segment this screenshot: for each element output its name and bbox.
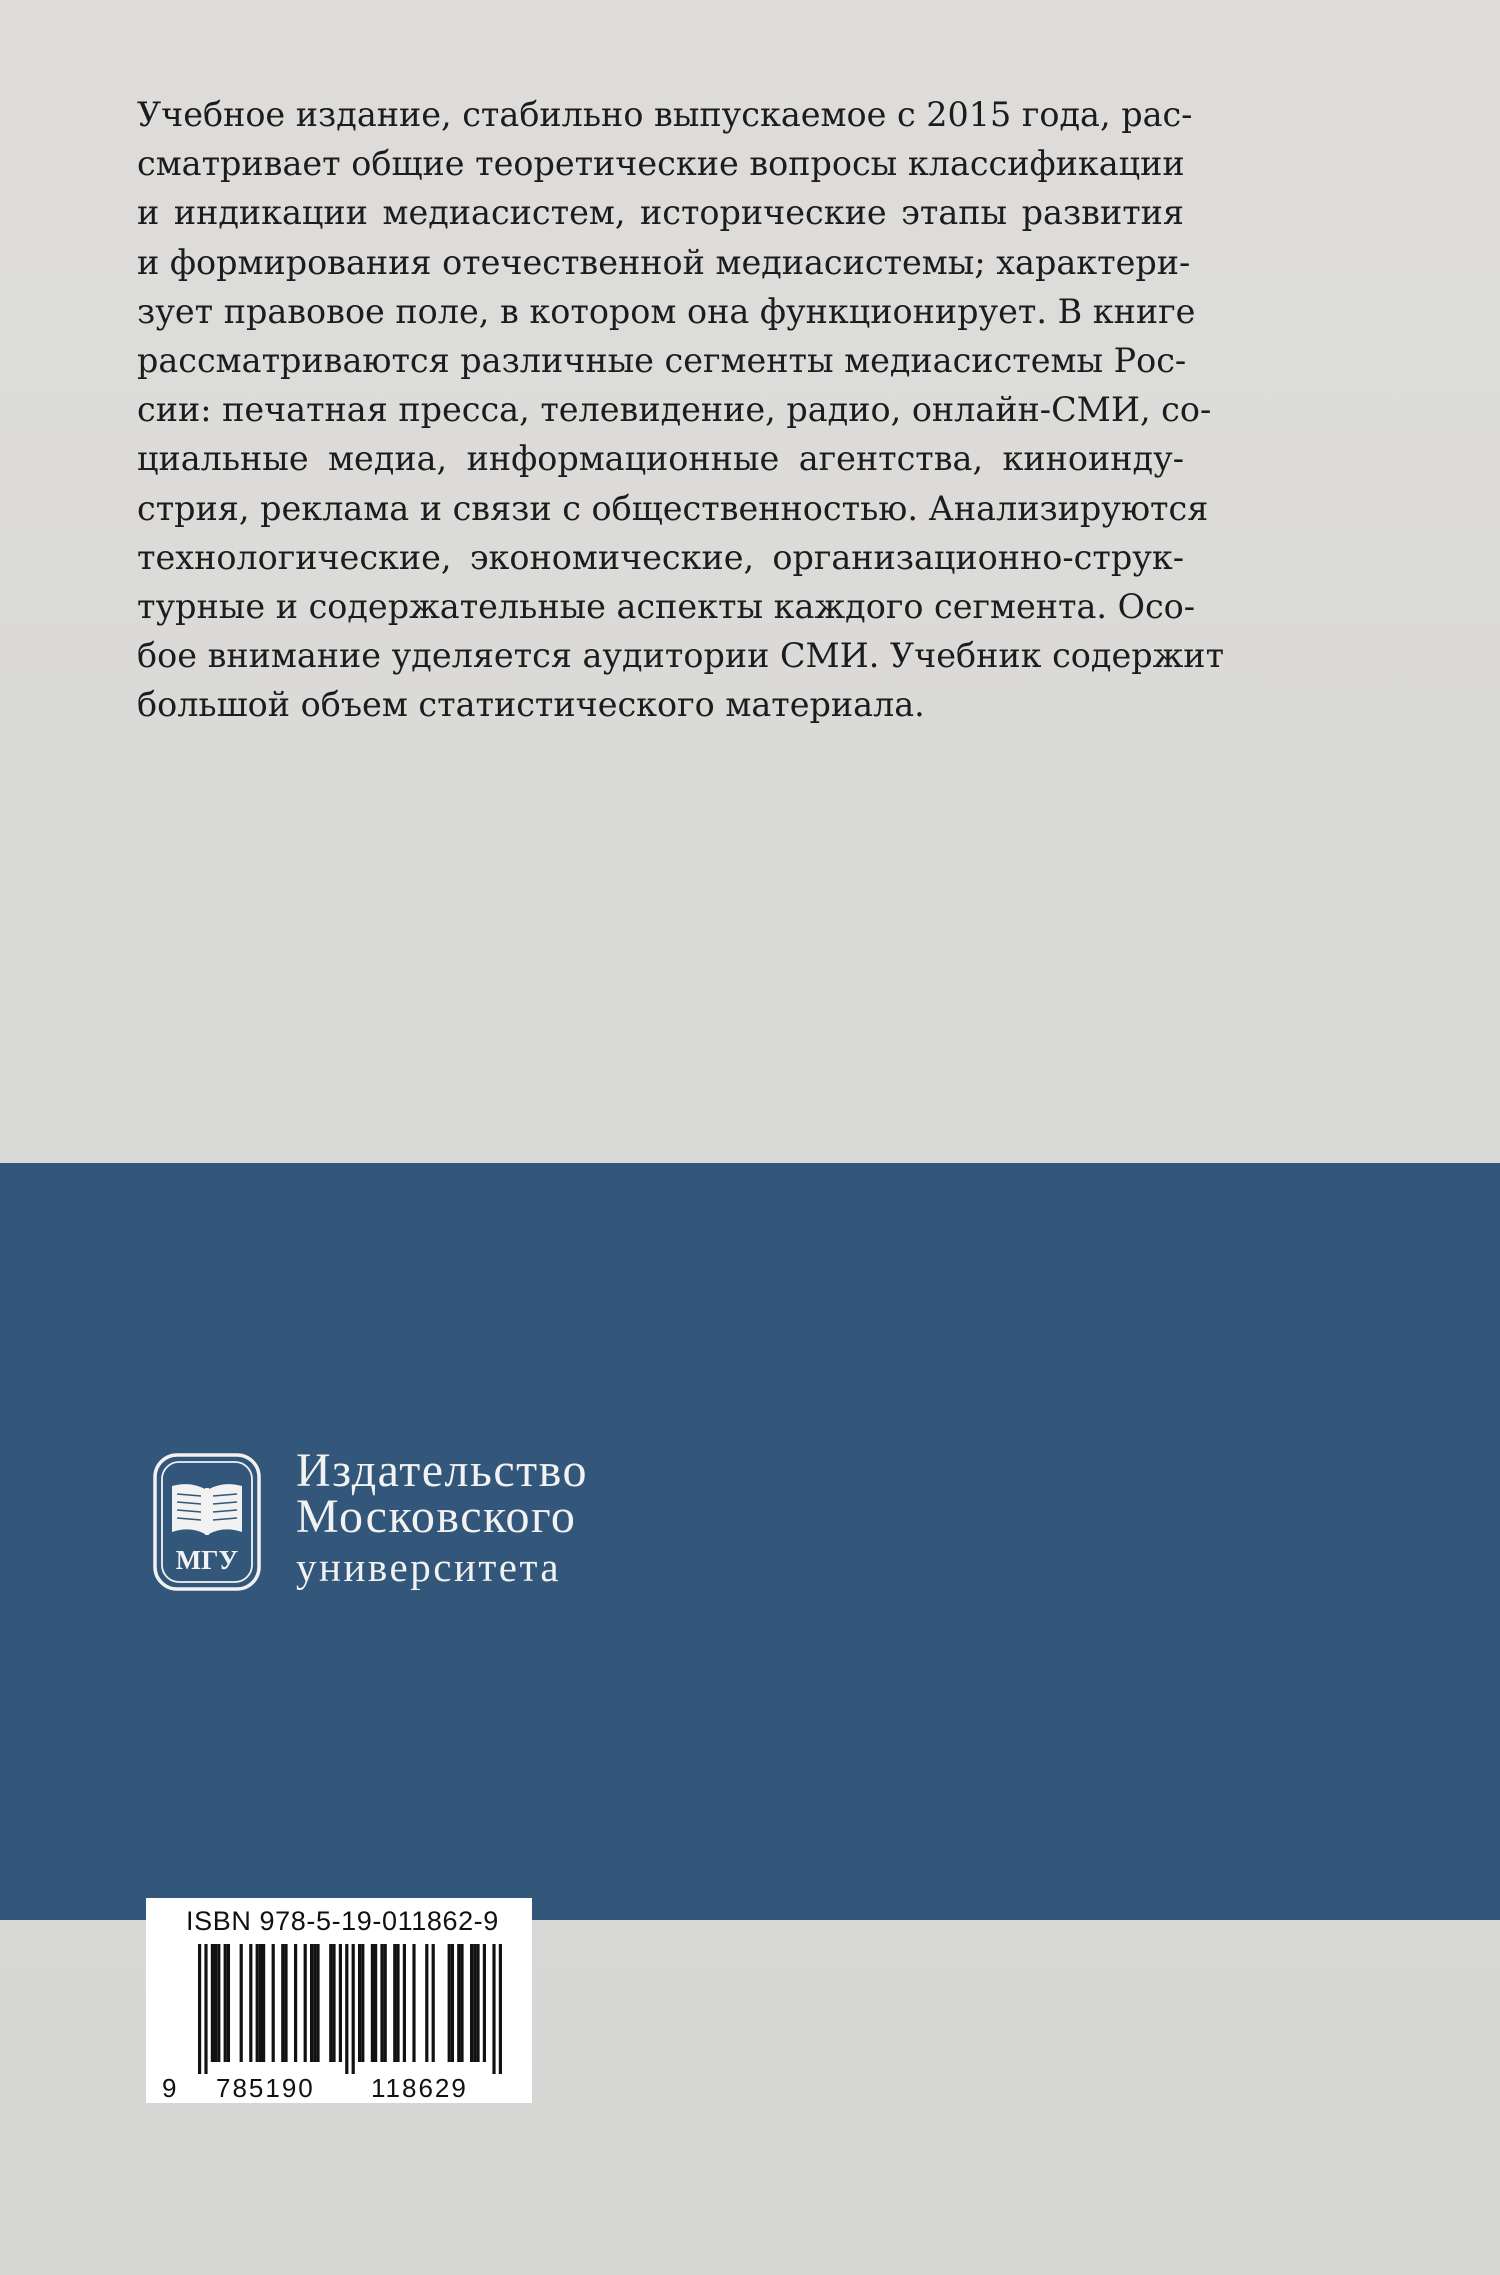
logo-text: МГУ	[175, 1545, 239, 1575]
barcode-bar	[224, 1944, 227, 2062]
publisher-line-3: университета	[296, 1544, 562, 1590]
barcode-bar	[403, 1944, 406, 2062]
barcode-bar	[332, 1944, 335, 2062]
barcode	[180, 1944, 512, 2076]
annotation-line: сматривает общие теоретические вопросы классификации	[137, 144, 1185, 184]
annotation-line: и формирования отечественной медиасистемы; характери-	[137, 242, 1191, 282]
barcode-bar	[281, 1944, 284, 2062]
barcode-bar	[316, 1944, 319, 2062]
annotation-line: рассматриваются различные сегменты медиасистемы Рос-	[137, 340, 1187, 380]
barcode-bar	[483, 1944, 486, 2062]
barcode-bar	[425, 1944, 428, 2062]
publisher-line-2: Московского	[296, 1490, 577, 1543]
barcode-bar	[361, 1944, 364, 2062]
barcode-bar	[198, 1944, 201, 2074]
barcode-bar	[259, 1944, 262, 2062]
annotation-text	[137, 90, 1225, 729]
annotation-line: зует правовое поле, в котором она функционирует. В книге	[137, 291, 1196, 331]
barcode-bar	[492, 1944, 495, 2074]
msu-press-logo	[152, 1452, 262, 1592]
barcode-bar	[272, 1944, 275, 2062]
barcode-bar	[448, 1944, 451, 2062]
open-book-icon	[172, 1484, 242, 1535]
barcode-bar	[345, 1944, 348, 2074]
annotation-line: технологические, экономические, организационно-струк-	[137, 537, 1184, 577]
barcode-bar	[249, 1944, 252, 2062]
barcode-bar	[499, 1944, 502, 2074]
barcode-bar	[217, 1944, 220, 2062]
barcode-bar	[284, 1944, 287, 2062]
barcode-bar	[432, 1944, 435, 2062]
publisher-name	[296, 1444, 588, 1590]
barcode-digits-left: 785190	[216, 2073, 315, 2103]
publisher-line-1: Издательство	[296, 1444, 588, 1497]
barcode-bar	[396, 1944, 399, 2062]
annotation-line: Учебное издание, стабильно выпускаемое с 2015 года, рас-	[137, 95, 1193, 134]
barcode-bar	[451, 1944, 454, 2062]
barcode-bar	[304, 1944, 307, 2062]
annotation-line: большой объем статистического материала.	[137, 685, 925, 725]
barcode-bar	[457, 1944, 460, 2062]
annotation-line: сии: печатная пресса, телевидение, радио, онлайн-СМИ, со-	[137, 390, 1212, 430]
barcode-bar	[204, 1944, 207, 2074]
barcode-bar	[262, 1944, 265, 2062]
annotation-line: циальные медиа, информационные агентства, киноинду-	[137, 439, 1184, 479]
barcode-bar	[256, 1944, 259, 2062]
barcode-bar	[329, 1944, 332, 2062]
barcode-bar	[460, 1944, 463, 2062]
barcode-bar	[310, 1944, 313, 2062]
isbn-label: ISBN 978-5-19-011862-9	[186, 1906, 499, 1936]
barcode-bar	[313, 1944, 316, 2062]
barcode-digit-first: 9	[162, 2073, 179, 2103]
barcode-bar	[393, 1944, 396, 2062]
barcode-bar	[240, 1944, 243, 2062]
barcode-bar	[352, 1944, 355, 2074]
barcode-bar	[339, 1944, 342, 2062]
annotation-line: турные и содержательные аспекты каждого сегмента. Осо-	[137, 586, 1196, 626]
barcode-bar	[294, 1944, 297, 2062]
barcode-bar	[371, 1944, 374, 2062]
annotation-line: и индикации медиасистем, исторические этапы развития	[137, 193, 1184, 233]
annotation-line: стрия, реклама и связи с общественностью. Анализируются	[137, 488, 1209, 528]
barcode-bar	[211, 1944, 214, 2062]
barcode-bar	[384, 1944, 387, 2062]
barcode-bar	[227, 1944, 230, 2062]
annotation-line: бое внимание уделяется аудитории СМИ. Учебник содержит	[137, 636, 1225, 676]
barcode-bar	[374, 1944, 377, 2062]
barcode-digits-right: 118629	[371, 2073, 468, 2103]
barcode-bar	[412, 1944, 415, 2062]
barcode-bar	[476, 1944, 479, 2062]
barcode-bar	[473, 1944, 476, 2062]
barcode-bar	[380, 1944, 383, 2062]
barcode-panel	[146, 1898, 532, 2103]
barcode-bar	[214, 1944, 217, 2062]
barcode-bar	[470, 1944, 473, 2062]
barcode-bar	[358, 1944, 361, 2062]
